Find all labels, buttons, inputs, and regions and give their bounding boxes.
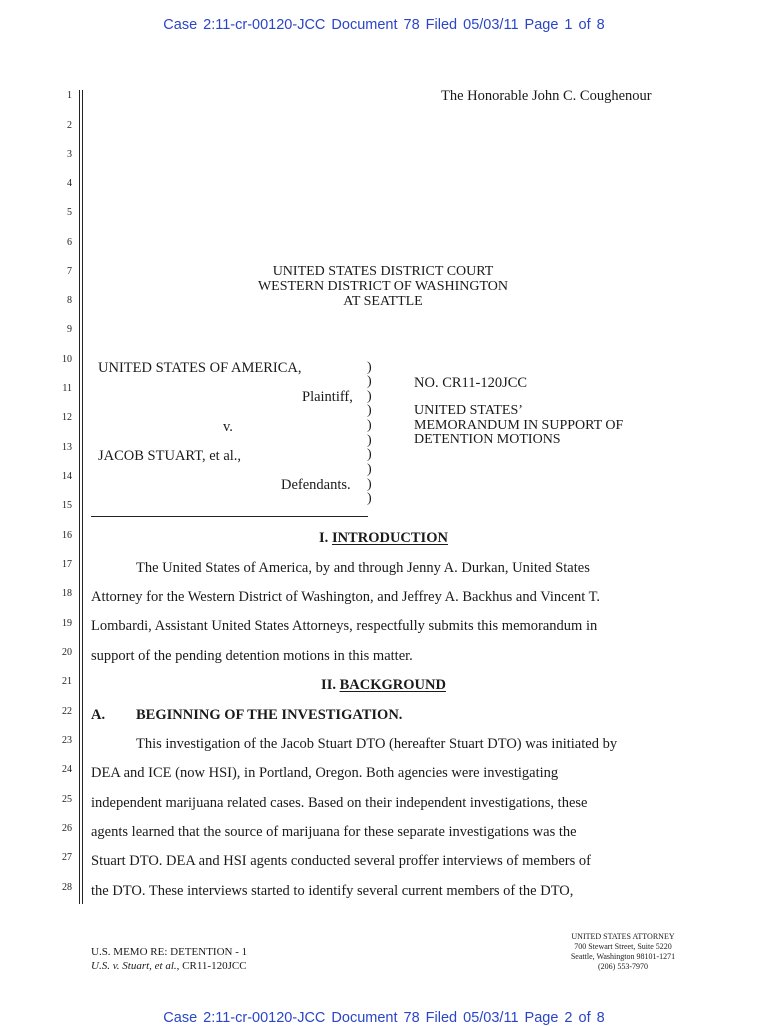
plaintiff-role: Plaintiff, xyxy=(302,389,353,405)
caption-paren: ) xyxy=(367,403,372,418)
caption-paren: ) xyxy=(367,477,372,492)
section-number: I. xyxy=(319,530,332,546)
line-number: 3 xyxy=(67,149,72,160)
section-heading-background xyxy=(91,677,676,694)
body-line: This investigation of the Jacob Stuart DTO (hereafter Stuart DTO) was initiated by xyxy=(136,736,618,752)
line-number: 22 xyxy=(62,706,72,717)
line-number: 19 xyxy=(62,618,72,629)
footer-document-label xyxy=(91,945,247,973)
caption-paren: ) xyxy=(367,374,372,389)
line-number: 9 xyxy=(67,324,72,335)
footer-case-number: , CR11-120JCC xyxy=(176,960,247,972)
line-number: 15 xyxy=(62,500,72,511)
footer-city: Seattle, Washington 98101-1271 xyxy=(570,952,676,961)
caption-paren: ) xyxy=(367,389,372,404)
ecf-next-page-stamp: Case 2:11-cr-00120-JCC Document 78 Filed 05/03/11 Page 2 of 8 xyxy=(163,1010,605,1026)
section-title: BACKGROUND xyxy=(339,677,446,693)
court-name: UNITED STATES DISTRICT COURT xyxy=(272,264,494,279)
line-number: 26 xyxy=(62,823,72,834)
line-number: 12 xyxy=(62,412,72,423)
defendant-role: Defendants. xyxy=(281,477,351,493)
footer-street: 700 Stewart Street, Suite 5220 xyxy=(574,942,672,951)
section-heading-introduction xyxy=(91,530,676,547)
document-title-line: DETENTION MOTIONS xyxy=(414,432,561,447)
footer-case-name: U.S. v. Stuart, et al. xyxy=(91,960,177,972)
body-line: support of the pending detention motions in this matter. xyxy=(91,648,413,664)
line-number: 28 xyxy=(62,882,72,893)
caption-paren: ) xyxy=(367,491,372,506)
footer-office-address xyxy=(540,932,706,972)
section-title: INTRODUCTION xyxy=(331,530,448,546)
section-number: II. xyxy=(321,677,340,693)
document-title-line: MEMORANDUM IN SUPPORT OF xyxy=(414,418,624,433)
body-line: Stuart DTO. DEA and HSI agents conducted several proffer interviews of members of xyxy=(91,853,591,869)
body-line: the DTO. These interviews started to identify several current members of the DTO, xyxy=(91,883,574,899)
caption-paren: ) xyxy=(367,447,372,462)
body-line: Lombardi, Assistant United States Attorneys, respectfully submits this memorandum in xyxy=(91,618,598,634)
line-number: 6 xyxy=(67,237,72,248)
margin-rule xyxy=(82,90,83,904)
plaintiff-name: UNITED STATES OF AMERICA, xyxy=(98,360,302,376)
line-number: 20 xyxy=(62,647,72,658)
line-number: 24 xyxy=(62,764,72,775)
line-number: 27 xyxy=(62,852,72,863)
margin-rule xyxy=(79,90,80,904)
defendant-name: JACOB STUART, et al., xyxy=(98,448,242,464)
line-number: 25 xyxy=(62,794,72,805)
caption-paren: ) xyxy=(367,360,372,375)
footer-case-caption xyxy=(91,959,247,973)
caption-underline xyxy=(91,516,368,517)
ecf-header-stamp: Case 2:11-cr-00120-JCC Document 78 Filed 05/03/11 Page 1 of 8 xyxy=(163,17,605,33)
line-number: 7 xyxy=(67,266,72,277)
caption-paren: ) xyxy=(367,418,372,433)
court-district: WESTERN DISTRICT OF WASHINGTON xyxy=(257,279,509,294)
document-title-line: UNITED STATES’ xyxy=(414,403,523,418)
body-line: DEA and ICE (now HSI), in Portland, Oregon. Both agencies were investigating xyxy=(91,765,559,781)
caption-paren: ) xyxy=(367,462,372,477)
body-line: The United States of America, by and through Jenny A. Durkan, United States xyxy=(136,560,590,576)
subsection-title: BEGINNING OF THE INVESTIGATION. xyxy=(136,707,403,723)
line-number: 8 xyxy=(67,295,72,306)
footer-office-name: UNITED STATES ATTORNEY xyxy=(571,932,675,941)
subsection-label: A. xyxy=(91,707,106,723)
judge-name: The Honorable John C. Coughenour xyxy=(441,88,652,104)
caption-paren: ) xyxy=(367,433,372,448)
court-location: AT SEATTLE xyxy=(343,294,423,309)
line-number: 18 xyxy=(62,588,72,599)
line-number: 2 xyxy=(67,120,72,131)
line-number: 10 xyxy=(62,354,72,365)
line-number: 5 xyxy=(67,207,72,218)
versus: v. xyxy=(223,419,233,435)
body-line: independent marijuana related cases. Based on their independent investigations, these xyxy=(91,795,588,811)
line-number: 21 xyxy=(62,676,72,687)
body-line: agents learned that the source of marijuana for these separate investigations was the xyxy=(91,824,577,840)
line-number: 16 xyxy=(62,530,72,541)
case-number: NO. CR11-120JCC xyxy=(414,375,528,391)
line-number: 4 xyxy=(67,178,72,189)
line-number: 14 xyxy=(62,471,72,482)
line-number: 11 xyxy=(62,383,72,394)
line-number: 17 xyxy=(62,559,72,570)
line-number: 13 xyxy=(62,442,72,453)
line-number: 1 xyxy=(67,90,72,101)
footer-memo-title: U.S. MEMO RE: DETENTION - 1 xyxy=(91,946,248,958)
body-line: Attorney for the Western District of Washington, and Jeffrey A. Backhus and Vincent T. xyxy=(91,589,601,605)
line-number: 23 xyxy=(62,735,72,746)
footer-phone: (206) 553-7970 xyxy=(598,962,648,971)
